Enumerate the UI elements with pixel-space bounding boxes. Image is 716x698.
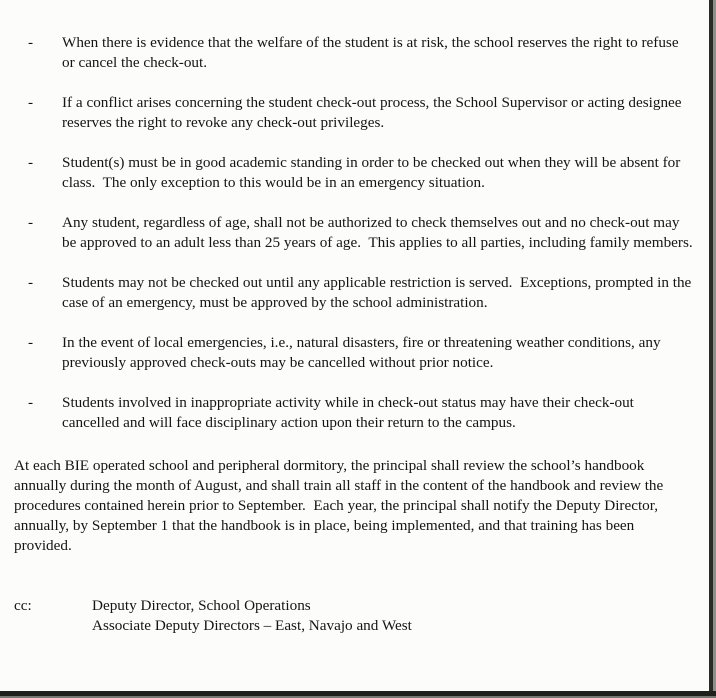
bullet-dash: - [28, 214, 34, 231]
document-content [14, 33, 694, 636]
bullet-dash: - [28, 334, 34, 351]
bullet-item [14, 213, 694, 253]
cc-label: cc: [14, 597, 32, 614]
bullet-item [14, 93, 694, 133]
bullet-item [14, 153, 694, 193]
cc-block [14, 596, 694, 636]
bullet-dash: - [28, 34, 34, 51]
bullet-dash: - [28, 274, 34, 291]
bullet-dash: - [28, 154, 34, 171]
bullet-item [14, 393, 694, 433]
bullet-item [14, 33, 694, 73]
cc-lines [92, 596, 412, 636]
scan-edge-bottom [0, 691, 716, 696]
scan-edge-right [709, 0, 713, 698]
bullet-text: Students may not be checked out until any applicable restriction is served. Exceptions, prompted in the case of an emergency, must be approved by the school administration. [62, 274, 696, 311]
bullet-text: If a conflict arises concerning the student check-out process, the School Supervisor or acting designee reserves the right to revoke any check-out privileges. [62, 94, 686, 131]
bullet-text: Student(s) must be in good academic standing in order to be checked out when they will be absent for class. The only exception to this would be in an emergency situation. [62, 154, 685, 191]
bullet-text: When there is evidence that the welfare of the student is at risk, the school reserves the right to refuse or cancel the check-out. [62, 34, 683, 71]
cc-line: Associate Deputy Directors – East, Navajo and West [92, 617, 412, 634]
bullet-text: Students involved in inappropriate activity while in check-out status may have their check-out cancelled and will face disciplinary action upon their return to the campus. [62, 394, 638, 431]
bullet-text: In the event of local emergencies, i.e., natural disasters, fire or threatening weather conditions, any previously approved check-outs may be cancelled without prior notice. [62, 334, 665, 371]
closing-paragraph: At each BIE operated school and peripheral dormitory, the principal shall review the school’s handbook annually during the month of August, and shall train all staff in the content of the handbook and review the procedures contained herein prior to September. Each year, the principal shall notify the Deputy Director, annually, by September 1 that the handbook is in place, being implemented, and that training has been provided. [14, 457, 668, 554]
bullet-dash: - [28, 394, 34, 411]
bullet-text: Any student, regardless of age, shall not be authorized to check themselves out and no check-out may be approved to an adult less than 25 years of age. This applies to all parties, including family members. [62, 214, 693, 251]
bullet-dash: - [28, 94, 34, 111]
cc-line: Deputy Director, School Operations [92, 597, 311, 614]
bullet-item [14, 273, 694, 313]
bullet-item [14, 333, 694, 373]
